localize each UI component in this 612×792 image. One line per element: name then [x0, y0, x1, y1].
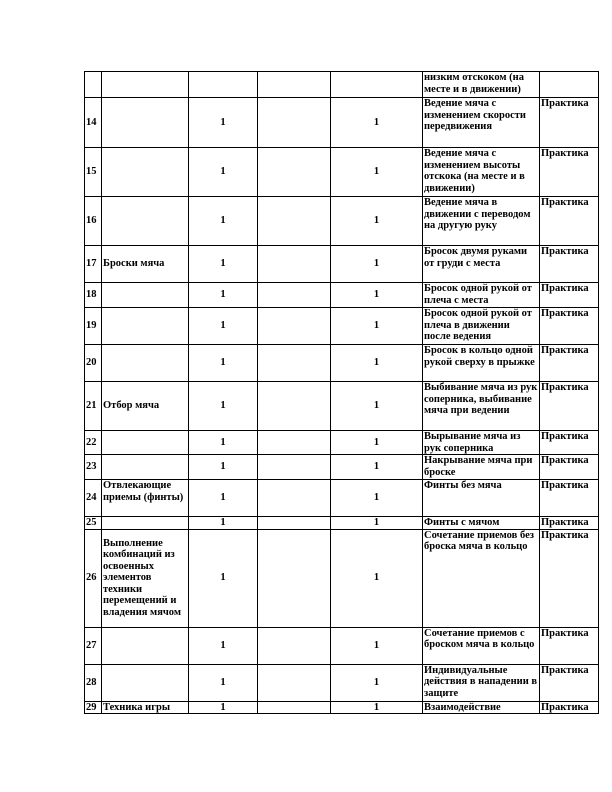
- lesson-form: Практика: [540, 246, 599, 283]
- hours-theory: [258, 345, 331, 382]
- lesson-number: 15: [85, 148, 102, 197]
- lesson-number: 20: [85, 345, 102, 382]
- lesson-topic: Финты без мяча: [423, 480, 540, 517]
- lesson-topic: Ведение мяча с изменением скорости передвижения: [423, 98, 540, 148]
- table-row: [85, 345, 599, 382]
- hours-theory: [258, 431, 331, 455]
- hours-total: [189, 72, 258, 98]
- hours-total: 1: [189, 664, 258, 701]
- hours-practice: [331, 72, 423, 98]
- lesson-number: 27: [85, 627, 102, 664]
- hours-theory: [258, 148, 331, 197]
- table-row: [85, 72, 599, 98]
- table-row: [85, 283, 599, 308]
- lesson-topic: Ведение мяча в движении с переводом на другую руку: [423, 197, 540, 246]
- lesson-number: 18: [85, 283, 102, 308]
- lesson-number: 26: [85, 529, 102, 627]
- hours-practice: 1: [331, 517, 423, 530]
- hours-practice: 1: [331, 455, 423, 480]
- lesson-number: 16: [85, 197, 102, 246]
- lesson-topic: Бросок одной рукой от плеча с места: [423, 283, 540, 308]
- table-body: [85, 72, 599, 714]
- section-name: Броски мяча: [102, 246, 189, 283]
- hours-total: 1: [189, 701, 258, 714]
- table-row: [85, 455, 599, 480]
- hours-total: 1: [189, 246, 258, 283]
- hours-theory: [258, 283, 331, 308]
- lesson-form: Практика: [540, 517, 599, 530]
- lesson-number: 17: [85, 246, 102, 283]
- lesson-number: 21: [85, 382, 102, 431]
- hours-total: 1: [189, 627, 258, 664]
- lesson-form: Практика: [540, 283, 599, 308]
- hours-theory: [258, 308, 331, 345]
- section-name: Отбор мяча: [102, 382, 189, 431]
- lesson-form: Практика: [540, 382, 599, 431]
- lesson-form: Практика: [540, 701, 599, 714]
- lesson-topic: низким отскоком (на месте и в движении): [423, 72, 540, 98]
- section-name: [102, 308, 189, 345]
- lesson-topic: Вырывание мяча из рук соперника: [423, 431, 540, 455]
- lesson-form: Практика: [540, 627, 599, 664]
- lesson-topic: Сочетание приемов с броском мяча в кольцо: [423, 627, 540, 664]
- hours-practice: 1: [331, 283, 423, 308]
- table-row: [85, 627, 599, 664]
- lesson-topic: Бросок в кольцо одной рукой сверху в прыжке: [423, 345, 540, 382]
- lesson-form: Практика: [540, 480, 599, 517]
- section-name: [102, 197, 189, 246]
- table-row: [85, 98, 599, 148]
- lesson-number: 28: [85, 664, 102, 701]
- hours-practice: 1: [331, 197, 423, 246]
- table-row: [85, 517, 599, 530]
- lesson-form: Практика: [540, 529, 599, 627]
- hours-theory: [258, 627, 331, 664]
- lesson-topic: Сочетание приемов без броска мяча в кольцо: [423, 529, 540, 627]
- hours-theory: [258, 197, 331, 246]
- lesson-topic: Бросок одной рукой от плеча в движении после ведения: [423, 308, 540, 345]
- table-row: [85, 701, 599, 714]
- section-name: [102, 664, 189, 701]
- lesson-topic: Взаимодействие: [423, 701, 540, 714]
- hours-theory: [258, 455, 331, 480]
- hours-practice: 1: [331, 480, 423, 517]
- hours-practice: 1: [331, 246, 423, 283]
- table-row: [85, 308, 599, 345]
- hours-theory: [258, 517, 331, 530]
- hours-practice: 1: [331, 431, 423, 455]
- hours-theory: [258, 664, 331, 701]
- hours-total: 1: [189, 480, 258, 517]
- hours-practice: 1: [331, 345, 423, 382]
- hours-practice: 1: [331, 627, 423, 664]
- lesson-form: Практика: [540, 148, 599, 197]
- lesson-number: 25: [85, 517, 102, 530]
- hours-theory: [258, 480, 331, 517]
- section-name: [102, 148, 189, 197]
- hours-theory: [258, 72, 331, 98]
- lesson-topic: Накрывание мяча при броске: [423, 455, 540, 480]
- lesson-number: 23: [85, 455, 102, 480]
- lesson-form: Практика: [540, 197, 599, 246]
- table-row: [85, 382, 599, 431]
- lesson-number: 24: [85, 480, 102, 517]
- hours-theory: [258, 529, 331, 627]
- section-name: [102, 517, 189, 530]
- lesson-plan-table: [84, 71, 599, 714]
- table-row: [85, 664, 599, 701]
- section-name: [102, 627, 189, 664]
- hours-practice: 1: [331, 308, 423, 345]
- lesson-topic: Финты с мячом: [423, 517, 540, 530]
- hours-practice: 1: [331, 382, 423, 431]
- lesson-topic: Выбивание мяча из рук соперника, выбивание мяча при ведении: [423, 382, 540, 431]
- hours-total: 1: [189, 431, 258, 455]
- hours-total: 1: [189, 455, 258, 480]
- lesson-form: Практика: [540, 345, 599, 382]
- hours-theory: [258, 246, 331, 283]
- hours-theory: [258, 701, 331, 714]
- hours-total: 1: [189, 197, 258, 246]
- hours-practice: 1: [331, 664, 423, 701]
- section-name: [102, 283, 189, 308]
- lesson-form: Практика: [540, 431, 599, 455]
- table-row: [85, 431, 599, 455]
- section-name: Выполнение комбинаций из освоенных элементов техники перемещений и владения мячом: [102, 529, 189, 627]
- hours-practice: 1: [331, 98, 423, 148]
- lesson-number: 14: [85, 98, 102, 148]
- hours-total: 1: [189, 529, 258, 627]
- table-row: [85, 197, 599, 246]
- hours-practice: 1: [331, 529, 423, 627]
- hours-theory: [258, 382, 331, 431]
- lesson-number: [85, 72, 102, 98]
- lesson-form: Практика: [540, 98, 599, 148]
- section-name: Техника игры: [102, 701, 189, 714]
- table-row: [85, 148, 599, 197]
- lesson-form: Практика: [540, 455, 599, 480]
- lesson-topic: Индивидуальные действия в нападении в защите: [423, 664, 540, 701]
- section-name: [102, 72, 189, 98]
- hours-total: 1: [189, 98, 258, 148]
- hours-total: 1: [189, 345, 258, 382]
- table-row: [85, 246, 599, 283]
- hours-total: 1: [189, 283, 258, 308]
- lesson-form: Практика: [540, 308, 599, 345]
- hours-practice: 1: [331, 148, 423, 197]
- hours-theory: [258, 98, 331, 148]
- hours-practice: 1: [331, 701, 423, 714]
- hours-total: 1: [189, 517, 258, 530]
- section-name: [102, 455, 189, 480]
- section-name: [102, 345, 189, 382]
- section-name: [102, 431, 189, 455]
- lesson-number: 22: [85, 431, 102, 455]
- lesson-form: [540, 72, 599, 98]
- section-name: [102, 98, 189, 148]
- table-row: [85, 529, 599, 627]
- hours-total: 1: [189, 308, 258, 345]
- section-name: Отвлекающие приемы (финты): [102, 480, 189, 517]
- hours-total: 1: [189, 148, 258, 197]
- lesson-number: 29: [85, 701, 102, 714]
- table-row: [85, 480, 599, 517]
- lesson-topic: Ведение мяча с изменением высоты отскока (на месте и в движении): [423, 148, 540, 197]
- lesson-form: Практика: [540, 664, 599, 701]
- hours-total: 1: [189, 382, 258, 431]
- lesson-number: 19: [85, 308, 102, 345]
- lesson-topic: Бросок двумя руками от груди с места: [423, 246, 540, 283]
